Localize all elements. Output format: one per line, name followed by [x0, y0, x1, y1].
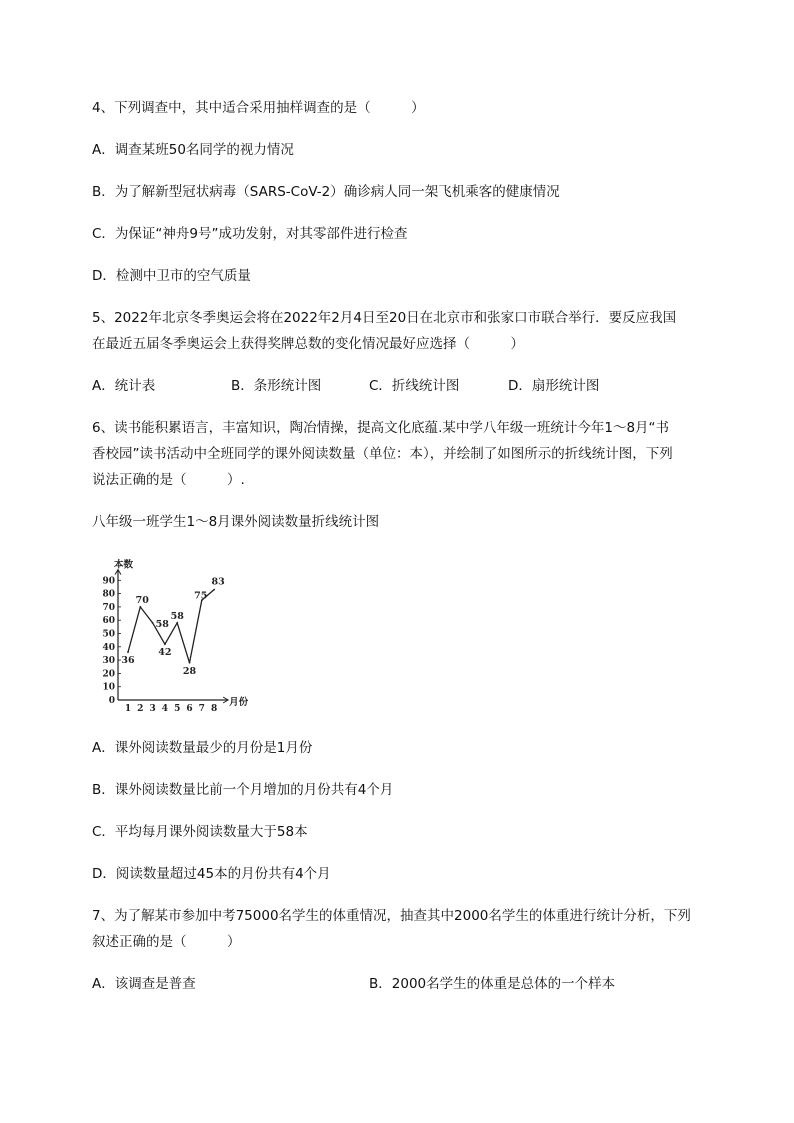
data-label: 70	[135, 594, 149, 606]
x-tick-label: 7	[198, 704, 205, 714]
x-tick-label: 6	[186, 704, 193, 714]
data-point	[139, 606, 141, 608]
q6-option-d: D．阅读数量超过45本的月份共有4个月	[92, 866, 331, 882]
x-tick-label: 8	[210, 704, 218, 714]
q7-options	[92, 974, 652, 994]
y-axis-label: 本数	[114, 559, 134, 571]
q4-option-b: B．为了解新型冠状病毒（SARS-CoV-2）确诊病人同一架飞机乘客的健康情况	[92, 184, 560, 200]
x-tick-label: 1	[124, 704, 132, 714]
q5-option-a: A．统计表	[92, 378, 156, 394]
x-tick-label: 5	[174, 704, 181, 714]
chart-x-ticks	[125, 704, 217, 714]
q4-option-a: A．调查某班50名同学的视力情况	[92, 142, 294, 158]
y-tick-label: 40	[102, 642, 115, 653]
y-tick-label: 0	[108, 696, 115, 706]
q6-stem-line3: 说法正确的是（ ）.	[92, 472, 245, 488]
q6-option-a: A．课外阅读数量最少的月份是1月份	[92, 740, 313, 756]
q7-stem-line2: 叙述正确的是（ ）	[92, 934, 241, 950]
data-point	[164, 643, 166, 645]
q5-option-b: B．条形统计图	[231, 378, 322, 394]
data-point	[213, 589, 215, 591]
data-point	[176, 622, 178, 624]
reading-line-chart	[92, 548, 272, 718]
y-tick-label: 80	[102, 589, 115, 600]
data-label: 83	[211, 576, 225, 588]
data-point	[127, 651, 129, 653]
q7-option-a: A．该调查是普查	[92, 976, 196, 992]
q4-stem: 4、下列调查中，其中适合采用抽样调查的是（ ）	[92, 100, 425, 116]
data-label: 75	[194, 590, 208, 602]
q7-stem-line1: 7、为了解某市参加中考75000名学生的体重情况，抽查其中2000名学生的体重进行统计分析，下列	[92, 908, 691, 924]
q5-stem-line2: 在最近五届冬季奥运会上获得奖牌总数的变化情况最好应选择（ ）	[92, 336, 524, 352]
y-tick-label: 70	[102, 602, 115, 613]
data-label: 42	[158, 647, 172, 659]
data-label: 58	[170, 610, 184, 622]
q6-option-c: C．平均每月课外阅读数量大于58本	[92, 824, 308, 840]
y-tick-label: 90	[102, 576, 115, 587]
q7-option-b: B．2000名学生的体重是总体的一个样本	[369, 976, 616, 992]
q5-option-c: C．折线统计图	[369, 378, 460, 394]
data-point	[189, 662, 191, 664]
x-tick-label: 2	[137, 704, 144, 714]
y-tick-label: 50	[102, 629, 115, 640]
x-axis-label: 月份	[229, 697, 249, 708]
chart-title: 八年级一班学生1～8月课外阅读数量折线统计图	[92, 514, 380, 530]
q6-stem-line2: 香校园”读书活动中全班同学的课外阅读数量（单位：本），并绘制了如图所示的折线统计图，下列	[92, 446, 673, 462]
q5-options	[92, 376, 652, 396]
y-tick-label: 30	[102, 656, 115, 667]
x-tick-label: 4	[161, 704, 169, 714]
chart-data-labels	[121, 577, 224, 677]
data-point	[152, 622, 154, 624]
data-label: 36	[121, 655, 135, 667]
y-tick-label: 60	[102, 616, 115, 627]
q4-option-d: D．检测中卫市的空气质量	[92, 268, 251, 284]
y-tick-label: 20	[102, 669, 115, 680]
q6-option-b: B．课外阅读数量比前一个月增加的月份共有4个月	[92, 782, 394, 798]
chart-axes	[114, 559, 249, 708]
q5-option-d: D．扇形统计图	[508, 378, 600, 394]
q4-option-c: C．为保证“神舟9号”成功发射，对其零部件进行检查	[92, 226, 408, 242]
x-tick-label: 3	[149, 704, 156, 714]
q5-stem-line1: 5、2022年北京冬季奥运会将在2022年2月4日至20日在北京市和张家口市联合举行．要反应我国	[92, 310, 677, 326]
y-tick-label: 10	[102, 682, 115, 693]
data-label: 58	[155, 618, 169, 630]
q6-stem-line1: 6、读书能积累语言，丰富知识，陶冶情操，提高文化底蕴.某中学八年级一班统计今年1～8月“书	[92, 420, 670, 436]
data-label: 28	[182, 665, 197, 677]
